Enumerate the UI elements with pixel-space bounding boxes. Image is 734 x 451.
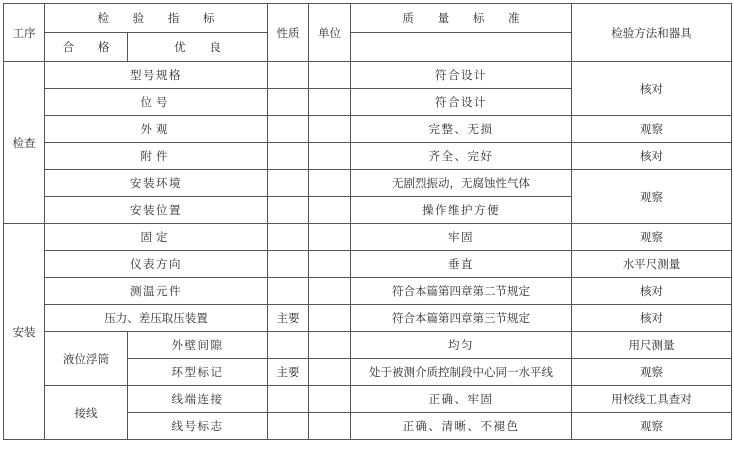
unit-cell [309,116,351,143]
method-cell: 观察 [572,413,732,440]
unit-cell [309,62,351,89]
method-cell: 核对 [572,278,732,305]
standard-cell: 符合本篇第四章第三节规定 [351,305,572,332]
standard-cell: 符合本篇第四章第二节规定 [351,278,572,305]
inspection-standard-table-container [3,3,731,447]
header-quality-standard: 质 量 标 准 [351,4,572,33]
standard-cell: 均匀 [351,332,572,359]
header-process: 工序 [4,4,45,62]
nature-cell [268,251,309,278]
unit-cell [309,305,351,332]
standard-cell: 齐全、完好 [351,143,572,170]
nature-cell [268,224,309,251]
standard-cell: 无剧烈振动，无腐蚀性气体 [351,170,572,197]
nature-cell [268,89,309,116]
header-indicator: 检 验 指 标 [45,4,268,33]
nature-cell: 主要 [268,305,309,332]
nature-cell: 主要 [268,359,309,386]
unit-cell [309,332,351,359]
table-row [4,386,732,413]
unit-cell [309,359,351,386]
table-row [4,251,732,278]
subsection-float: 液位浮筒 [45,332,128,386]
table-row [4,143,732,170]
indicator-cell: 安装位置 [45,197,268,224]
method-cell: 观察 [572,359,732,386]
section-inspection: 检查 [4,62,45,224]
inspection-standard-table [3,3,732,440]
table-row [4,116,732,143]
header-excellent: 优 良 [128,33,268,62]
method-cell: 水平尺测量 [572,251,732,278]
method-cell: 用尺测量 [572,332,732,359]
unit-cell [309,251,351,278]
method-cell: 核对 [572,143,732,170]
standard-cell: 完整、无损 [351,116,572,143]
standard-cell: 垂直 [351,251,572,278]
nature-cell [268,197,309,224]
indicator-cell: 环型标记 [128,359,268,386]
header-method: 检验方法和器具 [572,4,732,62]
method-cell: 观察 [572,170,732,224]
unit-cell [309,386,351,413]
standard-cell: 正确、清晰、不褪色 [351,413,572,440]
nature-cell [268,332,309,359]
standard-cell: 符合设计 [351,62,572,89]
method-cell: 用校线工具查对 [572,386,732,413]
indicator-cell: 型号规格 [45,62,268,89]
table-row [4,278,732,305]
indicator-cell: 线端连接 [128,386,268,413]
standard-cell: 正确、牢固 [351,386,572,413]
standard-cell: 操作维护方便 [351,197,572,224]
header-qualified: 合 格 [45,33,128,62]
indicator-cell: 线号标志 [128,413,268,440]
indicator-cell: 外观 [45,116,268,143]
unit-cell [309,278,351,305]
unit-cell [309,224,351,251]
nature-cell [268,386,309,413]
indicator-cell: 仪表方向 [45,251,268,278]
unit-cell [309,89,351,116]
method-cell: 观察 [572,224,732,251]
indicator-cell: 固定 [45,224,268,251]
table-row [4,224,732,251]
header-nature: 性质 [268,4,309,62]
subsection-wiring: 接线 [45,386,128,440]
standard-cell: 符合设计 [351,89,572,116]
nature-cell [268,143,309,170]
table-row [4,305,732,332]
nature-cell [268,170,309,197]
unit-cell [309,413,351,440]
header-row-1 [4,4,732,33]
nature-cell [268,116,309,143]
table-row [4,332,732,359]
unit-cell [309,197,351,224]
unit-cell [309,143,351,170]
standard-cell: 牢固 [351,224,572,251]
nature-cell [268,62,309,89]
indicator-cell: 安装环境 [45,170,268,197]
indicator-cell: 压力、差压取压装置 [45,305,268,332]
method-cell: 观察 [572,116,732,143]
standard-cell: 处于被测介质控制段中心同一水平线 [351,359,572,386]
indicator-cell: 测温元件 [45,278,268,305]
method-cell: 核对 [572,62,732,116]
nature-cell [268,413,309,440]
method-cell: 核对 [572,305,732,332]
table-row [4,170,732,197]
header-unit: 单位 [309,4,351,62]
indicator-cell: 位号 [45,89,268,116]
section-installation: 安装 [4,224,45,440]
unit-cell [309,170,351,197]
nature-cell [268,278,309,305]
indicator-cell: 附件 [45,143,268,170]
table-row [4,62,732,89]
indicator-cell: 外壁间隙 [128,332,268,359]
